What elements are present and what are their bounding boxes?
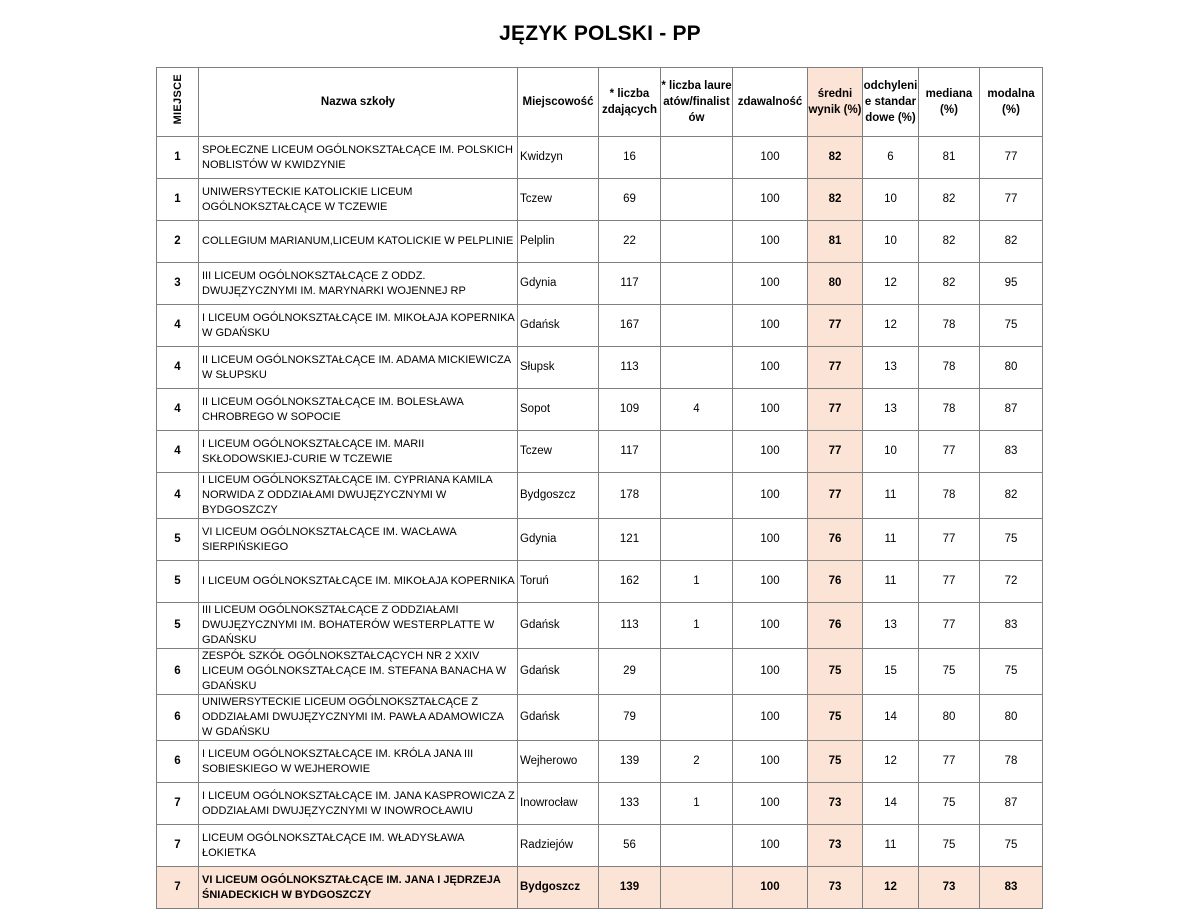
header-median: mediana (%) xyxy=(919,68,980,137)
cell-mode: 75 xyxy=(980,519,1043,561)
cell-place: 4 xyxy=(157,305,199,347)
cell-takers: 133 xyxy=(599,783,661,825)
cell-city: Gdańsk xyxy=(518,305,599,347)
cell-std: 12 xyxy=(863,263,919,305)
cell-mode: 83 xyxy=(980,867,1043,909)
cell-median: 78 xyxy=(919,473,980,519)
cell-laureates xyxy=(661,347,733,389)
cell-school: III LICEUM OGÓLNOKSZTAŁCĄCE Z ODDZIAŁAMI DWUJĘZYCZNYMI IM. BOHATERÓW WESTERPLATTE W GDAŃSKU xyxy=(199,603,518,649)
table-row xyxy=(157,389,1043,431)
table-row xyxy=(157,221,1043,263)
cell-std: 10 xyxy=(863,179,919,221)
cell-mode: 82 xyxy=(980,221,1043,263)
cell-city: Inowrocław xyxy=(518,783,599,825)
cell-pass-rate: 100 xyxy=(733,305,808,347)
cell-median: 75 xyxy=(919,649,980,695)
cell-mode: 83 xyxy=(980,431,1043,473)
cell-pass-rate: 100 xyxy=(733,825,808,867)
cell-laureates: 4 xyxy=(661,389,733,431)
cell-median: 75 xyxy=(919,783,980,825)
cell-city: Tczew xyxy=(518,179,599,221)
table-row xyxy=(157,561,1043,603)
cell-school: LICEUM OGÓLNOKSZTAŁCĄCE IM. WŁADYSŁAWA ŁOKIETKA xyxy=(199,825,518,867)
table-row xyxy=(157,649,1043,695)
cell-avg: 82 xyxy=(808,179,863,221)
cell-mode: 75 xyxy=(980,305,1043,347)
cell-takers: 79 xyxy=(599,695,661,741)
cell-laureates: 1 xyxy=(661,783,733,825)
cell-takers: 139 xyxy=(599,741,661,783)
cell-std: 11 xyxy=(863,825,919,867)
cell-school: VI LICEUM OGÓLNOKSZTAŁCĄCE IM. WACŁAWA SIERPIŃSKIEGO xyxy=(199,519,518,561)
cell-pass-rate: 100 xyxy=(733,695,808,741)
cell-takers: 22 xyxy=(599,221,661,263)
cell-city: Gdynia xyxy=(518,263,599,305)
cell-std: 11 xyxy=(863,473,919,519)
cell-takers: 121 xyxy=(599,519,661,561)
cell-std: 11 xyxy=(863,561,919,603)
cell-laureates xyxy=(661,473,733,519)
table-row xyxy=(157,783,1043,825)
cell-median: 82 xyxy=(919,221,980,263)
cell-pass-rate: 100 xyxy=(733,783,808,825)
table-row xyxy=(157,825,1043,867)
cell-takers: 69 xyxy=(599,179,661,221)
cell-laureates: 1 xyxy=(661,561,733,603)
cell-avg: 77 xyxy=(808,305,863,347)
cell-takers: 167 xyxy=(599,305,661,347)
cell-place: 5 xyxy=(157,519,199,561)
cell-mode: 95 xyxy=(980,263,1043,305)
header-laureates: * liczba laureatów/finalistów xyxy=(661,68,733,137)
cell-std: 10 xyxy=(863,221,919,263)
cell-place: 4 xyxy=(157,347,199,389)
table-row xyxy=(157,603,1043,649)
cell-avg: 76 xyxy=(808,519,863,561)
cell-school: SPOŁECZNE LICEUM OGÓLNOKSZTAŁCĄCE IM. POLSKICH NOBLISTÓW W KWIDZYNIE xyxy=(199,137,518,179)
cell-school: II LICEUM OGÓLNOKSZTAŁCĄCE IM. ADAMA MICKIEWICZA W SŁUPSKU xyxy=(199,347,518,389)
header-takers: * liczba zdających xyxy=(599,68,661,137)
cell-avg: 77 xyxy=(808,431,863,473)
cell-laureates xyxy=(661,431,733,473)
cell-median: 82 xyxy=(919,263,980,305)
cell-avg: 73 xyxy=(808,783,863,825)
cell-std: 15 xyxy=(863,649,919,695)
cell-school: COLLEGIUM MARIANUM,LICEUM KATOLICKIE W PELPLINIE xyxy=(199,221,518,263)
cell-school: I LICEUM OGÓLNOKSZTAŁCĄCE IM. JANA KASPROWICZA Z ODDZIAŁAMI DWUJĘZYCZNYMI W INOWROCŁAWIU xyxy=(199,783,518,825)
cell-school: I LICEUM OGÓLNOKSZTAŁCĄCE IM. MIKOŁAJA KOPERNIKA xyxy=(199,561,518,603)
cell-pass-rate: 100 xyxy=(733,473,808,519)
cell-median: 78 xyxy=(919,389,980,431)
cell-city: Tczew xyxy=(518,431,599,473)
cell-takers: 178 xyxy=(599,473,661,519)
header-std: odchylenie standardowe (%) xyxy=(863,68,919,137)
cell-city: Gdynia xyxy=(518,519,599,561)
cell-laureates xyxy=(661,867,733,909)
cell-place: 5 xyxy=(157,603,199,649)
cell-mode: 87 xyxy=(980,783,1043,825)
cell-median: 77 xyxy=(919,431,980,473)
cell-pass-rate: 100 xyxy=(733,519,808,561)
cell-mode: 77 xyxy=(980,137,1043,179)
cell-place: 4 xyxy=(157,389,199,431)
cell-laureates: 2 xyxy=(661,741,733,783)
header-pass-rate: zdawalność xyxy=(733,68,808,137)
cell-std: 12 xyxy=(863,305,919,347)
cell-avg: 75 xyxy=(808,741,863,783)
header-row xyxy=(157,68,1043,137)
cell-takers: 139 xyxy=(599,867,661,909)
cell-city: Sopot xyxy=(518,389,599,431)
cell-place: 6 xyxy=(157,649,199,695)
table-row xyxy=(157,867,1043,909)
cell-pass-rate: 100 xyxy=(733,389,808,431)
table-row xyxy=(157,179,1043,221)
cell-pass-rate: 100 xyxy=(733,561,808,603)
cell-city: Radziejów xyxy=(518,825,599,867)
cell-place: 6 xyxy=(157,695,199,741)
cell-std: 14 xyxy=(863,783,919,825)
cell-city: Gdańsk xyxy=(518,603,599,649)
cell-avg: 75 xyxy=(808,649,863,695)
cell-median: 81 xyxy=(919,137,980,179)
table-row xyxy=(157,137,1043,179)
cell-school: III LICEUM OGÓLNOKSZTAŁCĄCE Z ODDZ. DWUJĘZYCZNYMI IM. MARYNARKI WOJENNEJ RP xyxy=(199,263,518,305)
cell-city: Toruń xyxy=(518,561,599,603)
cell-laureates xyxy=(661,695,733,741)
cell-city: Kwidzyn xyxy=(518,137,599,179)
cell-school: UNIWERSYTECKIE KATOLICKIE LICEUM OGÓLNOKSZTAŁCĄCE W TCZEWIE xyxy=(199,179,518,221)
table-row xyxy=(157,305,1043,347)
cell-school: I LICEUM OGÓLNOKSZTAŁCĄCE IM. CYPRIANA KAMILA NORWIDA Z ODDZIAŁAMI DWUJĘZYCZNYMI W BYDGOSZCZY xyxy=(199,473,518,519)
cell-laureates xyxy=(661,263,733,305)
cell-std: 12 xyxy=(863,867,919,909)
header-place-label: MIEJSCE xyxy=(171,74,184,125)
cell-mode: 75 xyxy=(980,825,1043,867)
cell-median: 77 xyxy=(919,741,980,783)
cell-city: Bydgoszcz xyxy=(518,473,599,519)
cell-takers: 16 xyxy=(599,137,661,179)
cell-place: 3 xyxy=(157,263,199,305)
cell-laureates xyxy=(661,179,733,221)
cell-school: I LICEUM OGÓLNOKSZTAŁCĄCE IM. MIKOŁAJA KOPERNIKA W GDAŃSKU xyxy=(199,305,518,347)
cell-laureates xyxy=(661,137,733,179)
cell-pass-rate: 100 xyxy=(733,263,808,305)
cell-mode: 72 xyxy=(980,561,1043,603)
header-school: Nazwa szkoły xyxy=(199,68,518,137)
cell-std: 13 xyxy=(863,347,919,389)
page-title: JĘZYK POLSKI - PP xyxy=(499,22,701,45)
cell-place: 6 xyxy=(157,741,199,783)
cell-takers: 117 xyxy=(599,263,661,305)
cell-median: 78 xyxy=(919,305,980,347)
cell-laureates xyxy=(661,305,733,347)
header-city: Miejscowość xyxy=(518,68,599,137)
cell-takers: 29 xyxy=(599,649,661,695)
cell-avg: 73 xyxy=(808,867,863,909)
cell-median: 77 xyxy=(919,603,980,649)
cell-mode: 87 xyxy=(980,389,1043,431)
cell-school: VI LICEUM OGÓLNOKSZTAŁCĄCE IM. JANA I JĘDRZEJA ŚNIADECKICH W BYDGOSZCZY xyxy=(199,867,518,909)
table-row xyxy=(157,741,1043,783)
cell-city: Gdańsk xyxy=(518,649,599,695)
cell-median: 75 xyxy=(919,825,980,867)
cell-takers: 56 xyxy=(599,825,661,867)
cell-laureates: 1 xyxy=(661,603,733,649)
table-row xyxy=(157,347,1043,389)
cell-laureates xyxy=(661,519,733,561)
header-place xyxy=(157,68,199,137)
table-row xyxy=(157,263,1043,305)
cell-school: I LICEUM OGÓLNOKSZTAŁCĄCE IM. KRÓLA JANA III SOBIESKIEGO W WEJHEROWIE xyxy=(199,741,518,783)
cell-std: 14 xyxy=(863,695,919,741)
cell-laureates xyxy=(661,825,733,867)
cell-mode: 80 xyxy=(980,347,1043,389)
cell-place: 7 xyxy=(157,783,199,825)
cell-place: 4 xyxy=(157,473,199,519)
cell-city: Gdańsk xyxy=(518,695,599,741)
cell-avg: 80 xyxy=(808,263,863,305)
cell-takers: 117 xyxy=(599,431,661,473)
cell-place: 2 xyxy=(157,221,199,263)
cell-pass-rate: 100 xyxy=(733,347,808,389)
cell-mode: 78 xyxy=(980,741,1043,783)
cell-place: 7 xyxy=(157,825,199,867)
cell-city: Pelplin xyxy=(518,221,599,263)
cell-pass-rate: 100 xyxy=(733,867,808,909)
cell-median: 80 xyxy=(919,695,980,741)
table-row xyxy=(157,695,1043,741)
cell-pass-rate: 100 xyxy=(733,179,808,221)
table-row xyxy=(157,431,1043,473)
cell-pass-rate: 100 xyxy=(733,603,808,649)
cell-mode: 77 xyxy=(980,179,1043,221)
cell-pass-rate: 100 xyxy=(733,137,808,179)
ranking-table xyxy=(156,67,1043,909)
cell-takers: 113 xyxy=(599,603,661,649)
cell-std: 13 xyxy=(863,603,919,649)
cell-place: 1 xyxy=(157,137,199,179)
cell-mode: 80 xyxy=(980,695,1043,741)
cell-laureates xyxy=(661,221,733,263)
cell-school: I LICEUM OGÓLNOKSZTAŁCĄCE IM. MARII SKŁODOWSKIEJ-CURIE W TCZEWIE xyxy=(199,431,518,473)
cell-avg: 76 xyxy=(808,561,863,603)
cell-school: II LICEUM OGÓLNOKSZTAŁCĄCE IM. BOLESŁAWA CHROBREGO W SOPOCIE xyxy=(199,389,518,431)
cell-place: 5 xyxy=(157,561,199,603)
cell-takers: 162 xyxy=(599,561,661,603)
cell-avg: 77 xyxy=(808,389,863,431)
cell-avg: 77 xyxy=(808,347,863,389)
cell-school: UNIWERSYTECKIE LICEUM OGÓLNOKSZTAŁCĄCE Z ODDZIAŁAMI DWUJĘZYCZNYMI IM. PAWŁA ADAMOWICZA W GDAŃSKU xyxy=(199,695,518,741)
cell-place: 1 xyxy=(157,179,199,221)
cell-median: 73 xyxy=(919,867,980,909)
cell-std: 6 xyxy=(863,137,919,179)
cell-avg: 82 xyxy=(808,137,863,179)
cell-avg: 77 xyxy=(808,473,863,519)
cell-median: 78 xyxy=(919,347,980,389)
cell-city: Słupsk xyxy=(518,347,599,389)
cell-avg: 75 xyxy=(808,695,863,741)
cell-pass-rate: 100 xyxy=(733,741,808,783)
cell-std: 12 xyxy=(863,741,919,783)
header-mode: modalna (%) xyxy=(980,68,1043,137)
cell-avg: 81 xyxy=(808,221,863,263)
cell-median: 82 xyxy=(919,179,980,221)
cell-city: Bydgoszcz xyxy=(518,867,599,909)
header-avg: średni wynik (%) xyxy=(808,68,863,137)
cell-median: 77 xyxy=(919,561,980,603)
cell-avg: 76 xyxy=(808,603,863,649)
table-row xyxy=(157,519,1043,561)
cell-pass-rate: 100 xyxy=(733,431,808,473)
cell-place: 7 xyxy=(157,867,199,909)
cell-city: Wejherowo xyxy=(518,741,599,783)
cell-mode: 75 xyxy=(980,649,1043,695)
table-body xyxy=(157,137,1043,909)
cell-mode: 83 xyxy=(980,603,1043,649)
cell-std: 10 xyxy=(863,431,919,473)
cell-school: ZESPÓŁ SZKÓŁ OGÓLNOKSZTAŁCĄCYCH NR 2 XXIV LICEUM OGÓLNOKSZTAŁCĄCE IM. STEFANA BANACHA W GDAŃSKU xyxy=(199,649,518,695)
cell-avg: 73 xyxy=(808,825,863,867)
cell-std: 13 xyxy=(863,389,919,431)
cell-median: 77 xyxy=(919,519,980,561)
cell-mode: 82 xyxy=(980,473,1043,519)
table-row xyxy=(157,473,1043,519)
cell-laureates xyxy=(661,649,733,695)
cell-takers: 113 xyxy=(599,347,661,389)
cell-pass-rate: 100 xyxy=(733,649,808,695)
cell-place: 4 xyxy=(157,431,199,473)
cell-std: 11 xyxy=(863,519,919,561)
cell-takers: 109 xyxy=(599,389,661,431)
cell-pass-rate: 100 xyxy=(733,221,808,263)
